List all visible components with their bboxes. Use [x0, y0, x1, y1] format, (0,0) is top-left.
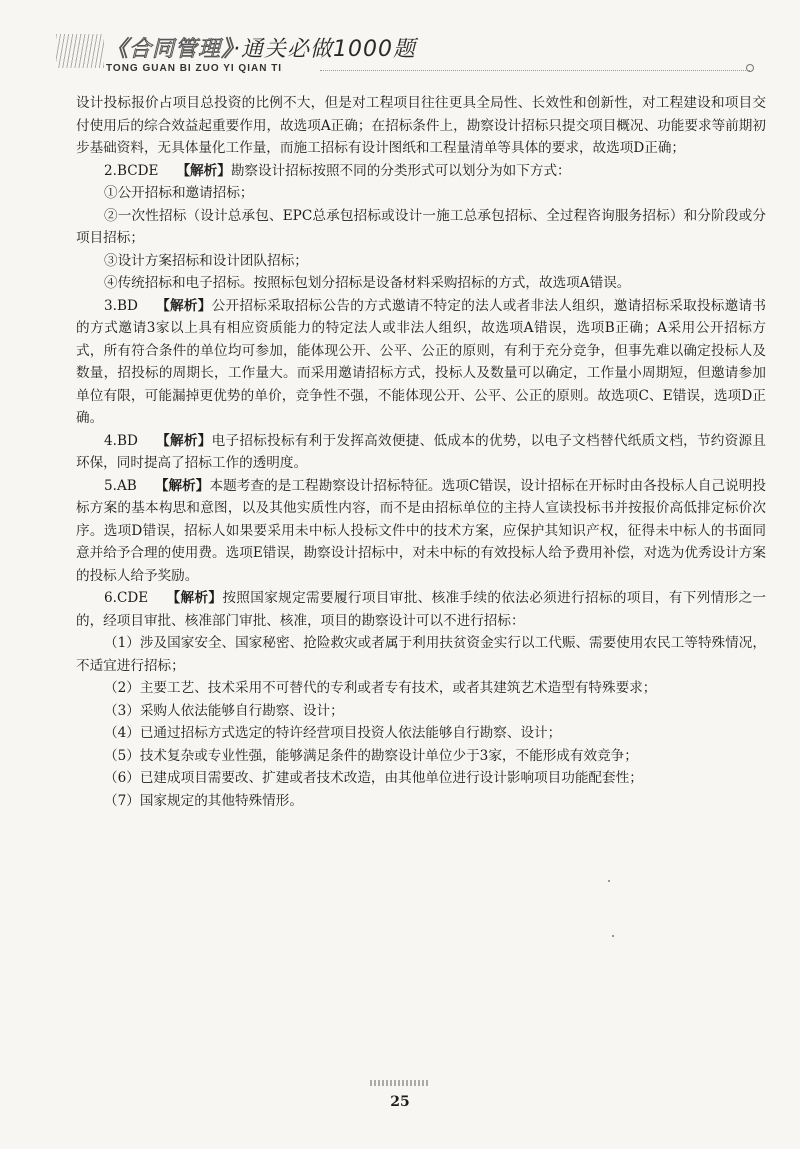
- header-rule: [320, 70, 750, 71]
- answer-text: 本题考查的是工程勘察设计招标特征。选项C错误，设计招标在开标时由各投标人自己说明投标方案的基本构思和意图，以及其他实质性内容，而不是由招标单位的主持人宣读投标书并按报价高低排定标价次序。选项D错误，招标人如果要采用未中标人投标文件中的技术方案，应保护其知识产权，征得未中标人的书面同意并给予合理的使用费。选项E错误，勘察设计招标中，对未中标的有效投标人给予费用补偿，对选为优秀设计方案的投标人给予奖励。: [76, 477, 767, 584]
- page-number-ornament: [370, 1080, 430, 1086]
- answer-text: 公开招标采取招标公告的方式邀请不特定的法人或者非法人组织，邀请招标采取投标邀请书的方式邀请3家以上具有相应资质能力的特定法人或非法人组织，故选项A错误，选项B正确；A采用公开招标方式，所有符合条件的单位均可参加，能体现公开、公平、公正的原则，有利于充分竞争，但事先难以确定投标人及数量，招投标的周期长，工作量大。而采用邀请招标方式，投标人及数量可以确定，工作量小周期短，但邀请参加单位有限，可能漏掉更优势的单价，竞争性不强，不能体现公开、公平、公正的原则。故选项C、E错误，选项D正确。: [76, 297, 767, 426]
- analysis-tag: 【解析】: [155, 432, 212, 449]
- list-item: （7）国家规定的其他特殊情形。: [104, 792, 303, 809]
- list-item: ③设计方案招标和设计团队招标；: [104, 252, 308, 269]
- header-subtitle: TONG GUAN BI ZUO YI QIAN TI: [106, 63, 283, 74]
- answer-5: [76, 475, 766, 588]
- scan-speck: [608, 880, 610, 882]
- list-item: （6）已建成项目需要改、扩建或者技术改造，由其他单位进行设计影响项目功能配套性；: [104, 770, 643, 786]
- answer-text: 电子招标投标有利于发挥高效便捷、低成本的优势，以电子文档替代纸质文档，节约资源且环保，同时提高了招标工作的透明度。: [76, 432, 767, 471]
- book-title: 《合同管理》: [106, 37, 234, 62]
- list-item: ④传统招标和电子招标。按照标包划分招标是设备材料采购招标的方式，故选项A错误。: [104, 275, 631, 291]
- title-dot: ·: [233, 37, 242, 62]
- answer-number: 3.BD: [104, 297, 138, 314]
- answer-text: 勘察设计招标按照不同的分类形式可以划分为如下方式：: [230, 162, 571, 179]
- scan-speck: [612, 935, 614, 937]
- list-item: （2）主要工艺、技术采用不可替代的专利或者专有技术，或者其建筑艺术造型有特殊要求；: [104, 680, 657, 696]
- answer-number: 4.BD: [104, 432, 138, 449]
- answer-4: [76, 430, 766, 475]
- answer-content: [76, 92, 766, 812]
- analysis-tag: 【解析】: [176, 162, 231, 179]
- answer-number: 2.BCDE: [104, 162, 159, 179]
- header-hatch-decoration: [56, 34, 104, 68]
- page-header: [50, 28, 760, 82]
- list-item: （4）已通过招标方式选定的特许经营项目投资人依法能够自行勘察、设计；: [104, 725, 562, 741]
- header-rule-end-icon: [746, 64, 754, 72]
- answer-2: [76, 160, 766, 183]
- list-item: ①公开招标和邀请招标；: [104, 185, 254, 201]
- answer-text: 按照国家规定需要履行项目审批、核准手续的依法必须进行招标的项目，有下列情形之一的，经项目审批、核准部门审批、核准，项目的勘察设计可以不进行招标：: [76, 590, 767, 629]
- list-item: （1）涉及国家安全、国家秘密、抢险救灾或者属于利用扶贫资金实行以工代赈、需要使用农民工等特殊情况，不适宜进行招标；: [76, 635, 766, 674]
- analysis-tag: 【解析】: [166, 590, 223, 606]
- analysis-tag: 【解析】: [155, 297, 212, 314]
- list-item: ②一次性招标（设计总承包、EPC总承包招标或设计一施工总承包招标、全过程咨询服务招标）和分阶段或分项目招标；: [76, 207, 766, 246]
- page-number: 25: [390, 1094, 410, 1110]
- answer-number: 5.AB: [104, 477, 137, 494]
- answer-6: [76, 587, 766, 632]
- answer-3: [76, 295, 766, 430]
- list-item: （3）采购人依法能够自行勘察、设计；: [104, 702, 344, 719]
- series-title: 通关必做1000题: [241, 37, 417, 62]
- answer-number: 6.CDE: [104, 590, 149, 606]
- list-item: （5）技术复杂或专业性强，能够满足条件的勘察设计单位少于3家，不能形成有效竞争；: [104, 747, 638, 764]
- header-title: [106, 32, 416, 63]
- answer-1-continuation: 设计投标报价占项目总投资的比例不大，但是对工程项目往往更具全局性、长效性和创新性，对工程建设和项目交付使用后的综合效益起重要作用，故选项A正确；在招标条件上，勘察设计招标只提交项目概况、功能要求等前期初步基础资料，无具体量化工作量，而施工招标有设计图纸和工程量清单等具体的要求，故选项D正确；: [76, 95, 766, 156]
- analysis-tag: 【解析】: [154, 477, 210, 494]
